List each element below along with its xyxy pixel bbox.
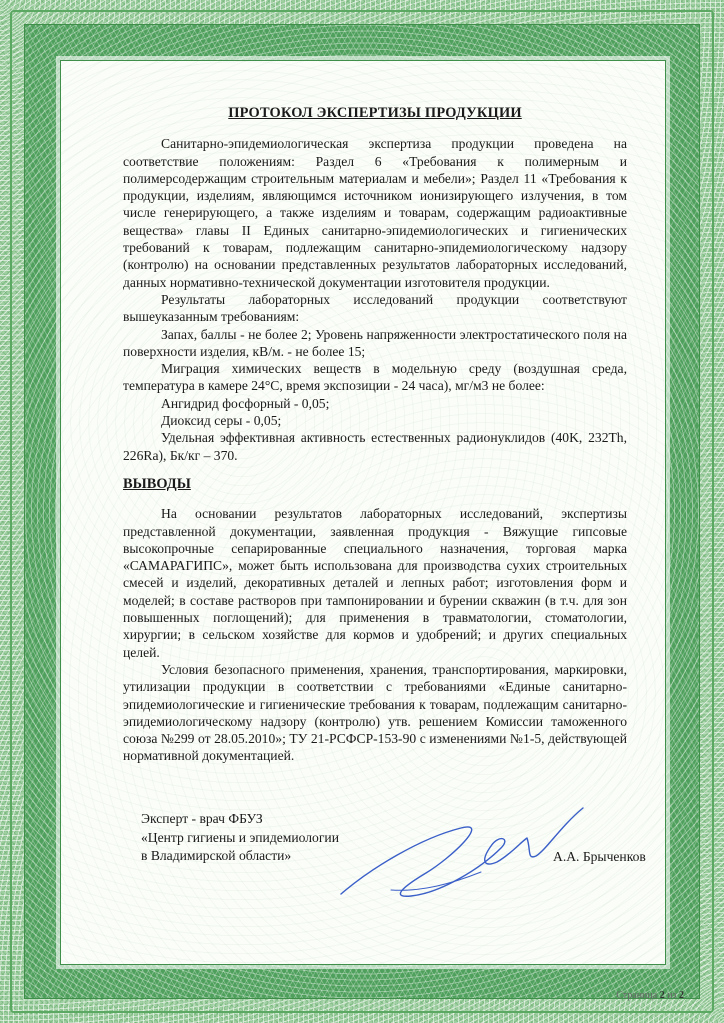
conclusion-paragraph-1: На основании результатов лабораторных исследований, экспертизы представленной документации, заявленная продукция - Вяжущие гипсовые высокопрочные сепарированные специального назначения, торговая марка «САМАРАГИПС», может быть использована для производства сухих строительных смесей и изделий, декоративных деталей и лепных работ; изготовления форм и моделей; в составе растворов при тампонировании и бурении скважин (в т.ч. для зон повышенных поглощений); для применения в травматологии, стоматологии, хирургии; в сельском хозяйстве для кормов и удобрений; и других специальных целей. [123, 506, 627, 660]
document-body [60, 60, 666, 965]
requirement-migration: Миграция химических веществ в модельную среду (воздушная среда, температура в камере 24°С, время экспозиции - 24 часа), мг/м3 не более: [123, 361, 627, 394]
requirement-radionuclides: Удельная эффективная активность естественных радионуклидов (40K, 232Th, 226Ra), Бк/кг – 370. [123, 430, 627, 463]
requirement-sulfur-dioxide: Диоксид серы - 0,05; [161, 413, 282, 429]
requirement-phosphoric-anhydride: Ангидрид фосфорный - 0,05; [161, 395, 330, 411]
page-total: 2 [679, 990, 684, 1001]
intro-paragraph: Санитарно-эпидемиологическая экспертиза продукции проведена на соответствие положениям: Раздел 6 «Требования к полимерным и полимерсодержащим строительным материалам и мебели»; Раздел 11 «Требования к продукции, изделиям, являющимся источником ионизирующего излучения, в том числе генерирующего, а также изделиям и товарам, содержащим радиоактивные вещества» главы II Единых санитарно-эпидемиологических и гигиенических требований к товарам, подлежащим санитарно-эпидемиологическому надзору (контролю) на основании представленных результатов лабораторных исследований, данных нормативно-технической документации изготовителя продукции. [123, 136, 627, 290]
signature-block [141, 810, 701, 920]
page-of: из [667, 990, 677, 1001]
page-label: Страница [616, 990, 658, 1001]
expert-affiliation [141, 810, 339, 866]
expert-line-2: «Центр гигиены и эпидемиологии [141, 829, 339, 845]
conclusions-heading: ВЫВОДЫ [123, 475, 191, 492]
expert-line-1: Эксперт - врач ФБУЗ [141, 811, 263, 826]
expert-name: А.А. Брыченков [553, 849, 646, 864]
handwritten-signature [331, 798, 591, 918]
page-number [616, 990, 684, 1001]
results-paragraph: Результаты лабораторных исследований продукции соответствуют вышеуказанным требованиям: [123, 291, 627, 325]
expert-line-3: в Владимирской области» [141, 848, 292, 863]
page-current: 2 [659, 990, 665, 1001]
document-title: ПРОТОКОЛ ЭКСПЕРТИЗЫ ПРОДУКЦИИ [228, 105, 522, 121]
requirement-odor-field: Запах, баллы - не более 2; Уровень напряженности электростатического поля на поверхности изделия, кВ/м. - не более 15; [123, 326, 627, 359]
conclusion-paragraph-2: Условия безопасного применения, хранения, транспортирования, маркировки, утилизации продукции в соответствии с требованиями «Единые санитарно-эпидемиологические и гигиенические требования к товарам, подлежащим санитарно-эпидемиологическому надзору (контролю) утв. решением Комиссии таможенного союза №299 от 28.05.2010»; ТУ 21-РСФСР-153-90 с изменениями №1-5, действующей нормативной документацией. [123, 661, 627, 764]
document-text [123, 105, 646, 864]
